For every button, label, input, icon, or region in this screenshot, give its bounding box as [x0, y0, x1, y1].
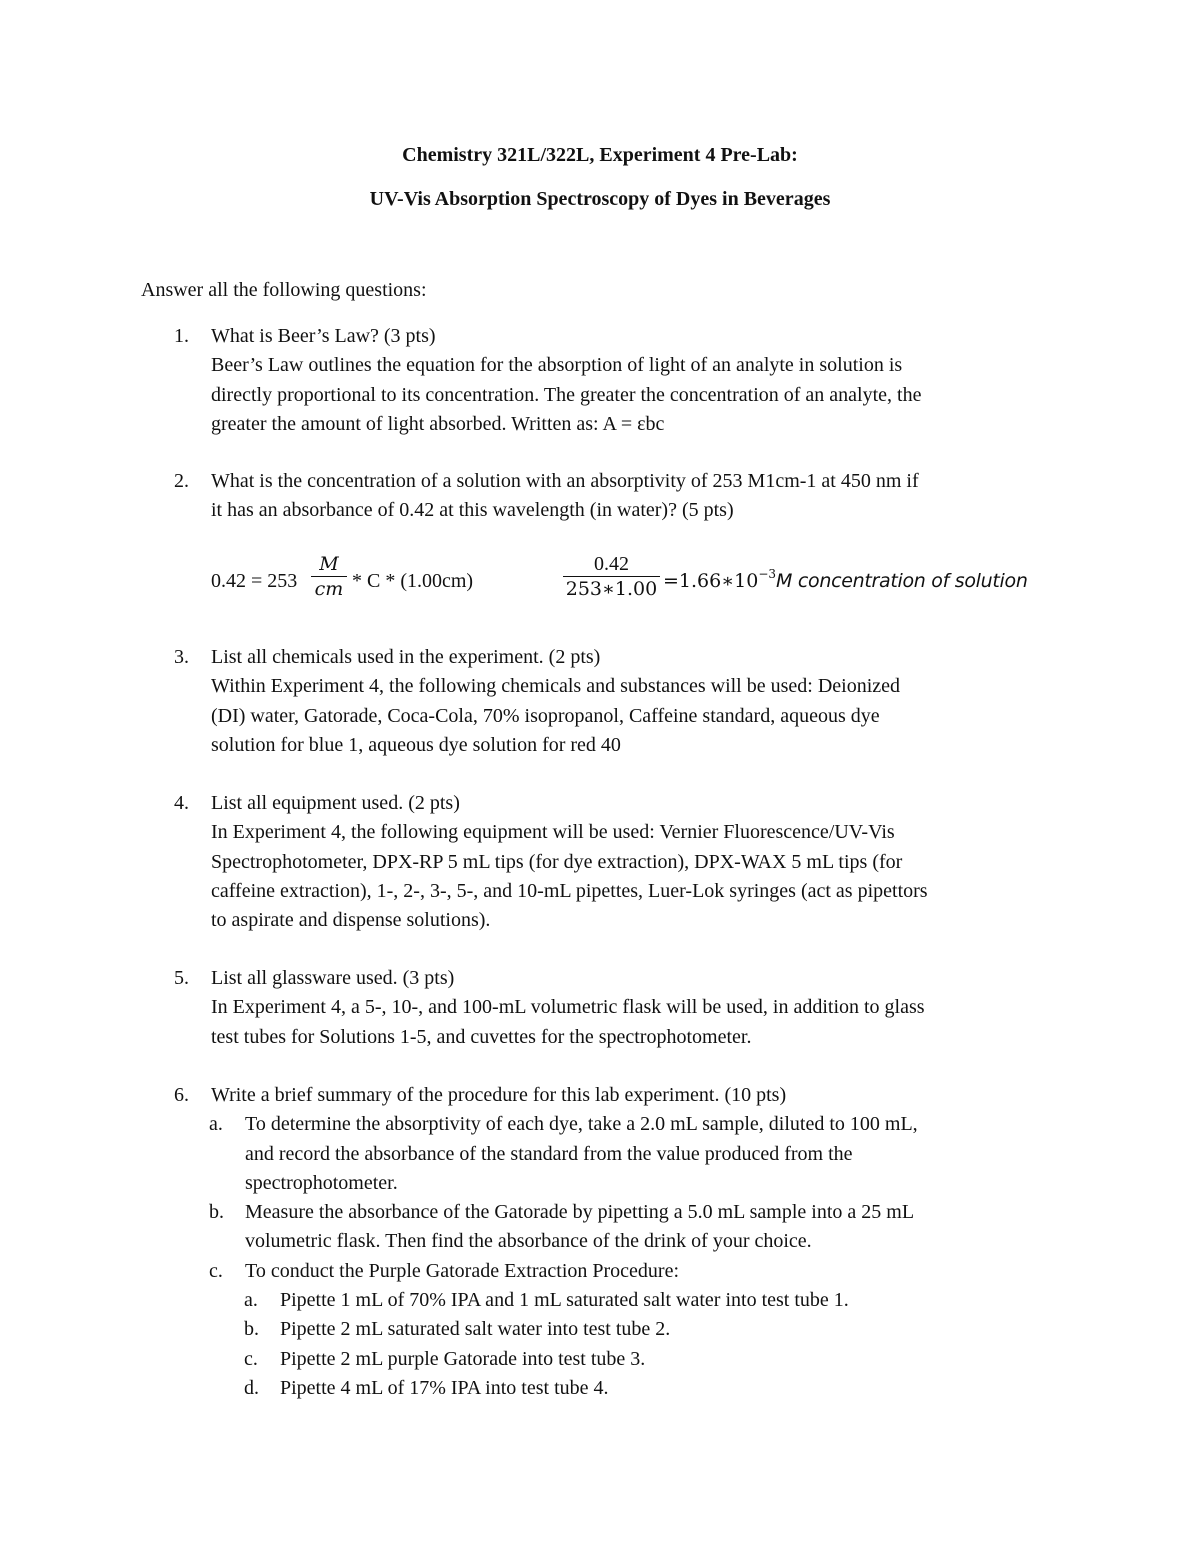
step-line: To conduct the Purple Gatorade Extraction Procedure:	[245, 1259, 680, 1282]
question-3	[174, 643, 1074, 760]
extraction-substep-a	[244, 1286, 1074, 1315]
question-number: 3.	[174, 646, 189, 668]
fraction-m-per-cm	[311, 553, 347, 600]
step-line: spectrophotometer.	[245, 1171, 398, 1194]
answer-line: Beer’s Law outlines the equation for the absorption of light of an analyte in solution is	[211, 354, 903, 377]
instructions: Answer all the following questions:	[141, 279, 427, 301]
answer-line: caffeine extraction), 1-, 2-, 3-, 5-, and 10-mL pipettes, Luer-Lok syringes (act as pipettors	[211, 879, 928, 902]
answer-line: Spectrophotometer, DPX-RP 5 mL tips (for dye extraction), DPX-WAX 5 mL tips (for	[211, 850, 903, 873]
answer-line: (DI) water, Gatorade, Coca-Cola, 70% isopropanol, Caffeine standard, aqueous dye	[211, 704, 880, 727]
procedure-step-c	[209, 1257, 1074, 1286]
substep-text: Pipette 1 mL of 70% IPA and 1 mL saturated salt water into test tube 1.	[280, 1289, 849, 1312]
procedure-step-b	[209, 1198, 1074, 1257]
answer-line: test tubes for Solutions 1-5, and cuvettes for the spectrophotometer.	[211, 1025, 752, 1048]
question-number: 1.	[174, 325, 189, 347]
answer-line: Within Experiment 4, the following chemicals and substances will be used: Deionized	[211, 675, 901, 698]
question-5	[174, 964, 1074, 1052]
extraction-substep-d	[244, 1374, 1074, 1403]
procedure-step-a	[209, 1110, 1074, 1198]
question-text: List all equipment used. (2 pts)	[211, 792, 460, 814]
answer-line: solution for blue 1, aqueous dye solution for red 40	[211, 733, 621, 756]
step-line: volumetric flask. Then find the absorbance of the drink of your choice.	[245, 1230, 812, 1253]
fraction-denominator: 253∗1.00	[565, 578, 658, 600]
answer-line: directly proportional to its concentration. The greater the concentration of an analyte, the	[211, 383, 922, 406]
formula-result	[663, 567, 1028, 592]
step-label: b.	[209, 1201, 224, 1224]
answer-line: greater the amount of light absorbed. Written as: A = εbc	[211, 412, 665, 435]
result-unit-text: M concentration of solution	[776, 570, 1028, 592]
question-number: 6.	[174, 1084, 189, 1106]
question-number: 2.	[174, 470, 189, 492]
page-subtitle: UV-Vis Absorption Spectroscopy of Dyes in Beverages	[369, 188, 831, 210]
substep-label: c.	[244, 1347, 258, 1370]
fraction-bar	[311, 576, 347, 577]
question-text: What is the concentration of a solution with an absorptivity of 253 M1cm-1 at 450 nm if	[211, 470, 919, 492]
step-label: c.	[209, 1259, 223, 1282]
answer-line: In Experiment 4, the following equipment will be used: Vernier Fluorescence/UV-Vis	[211, 821, 895, 844]
result-value: =1.66∗10	[663, 570, 759, 592]
substep-label: d.	[244, 1376, 259, 1399]
fraction-numerator: 0.42	[594, 553, 629, 575]
substep-text: Pipette 2 mL purple Gatorade into test tube 3.	[280, 1347, 646, 1370]
step-line: and record the absorbance of the standard from the value produced from the	[245, 1142, 853, 1165]
question-number: 5.	[174, 967, 189, 989]
question-number: 4.	[174, 792, 189, 814]
fraction-numerator: M	[319, 553, 339, 575]
formula-tail: * C * (1.00cm)	[352, 570, 474, 592]
question-4	[174, 789, 1074, 935]
step-label: a.	[209, 1113, 223, 1136]
question-text: Write a brief summary of the procedure for this lab experiment. (10 pts)	[211, 1084, 787, 1106]
substep-label: a.	[244, 1289, 258, 1312]
formula-lead: 0.42 = 253	[211, 570, 298, 592]
page-title: Chemistry 321L/322L, Experiment 4 Pre-Lab:	[402, 144, 798, 166]
question-text: What is Beer’s Law? (3 pts)	[211, 325, 436, 347]
answer-line: In Experiment 4, a 5-, 10-, and 100-mL volumetric flask will be used, in addition to glass	[211, 996, 925, 1019]
extraction-substep-b	[244, 1315, 1074, 1344]
substep-label: b.	[244, 1318, 259, 1341]
step-line: Measure the absorbance of the Gatorade by pipetting a 5.0 mL sample into a 25 mL	[245, 1201, 915, 1224]
fraction-calculation	[563, 553, 660, 600]
fraction-denominator: cm	[314, 578, 344, 600]
extraction-substep-c	[244, 1345, 1074, 1374]
question-text: List all chemicals used in the experiment. (2 pts)	[211, 646, 601, 668]
question-2	[174, 467, 1074, 526]
substep-text: Pipette 4 mL of 17% IPA into test tube 4.	[280, 1376, 609, 1399]
question-6	[174, 1081, 1074, 1403]
result-exponent: −3	[758, 567, 777, 581]
question-text: it has an absorbance of 0.42 at this wavelength (in water)? (5 pts)	[211, 499, 734, 522]
fraction-bar	[563, 576, 660, 577]
answer-line: to aspirate and dispense solutions).	[211, 909, 491, 932]
question-text: List all glassware used. (3 pts)	[211, 967, 455, 989]
substep-text: Pipette 2 mL saturated salt water into test tube 2.	[280, 1318, 671, 1341]
question-1	[174, 322, 1074, 439]
step-line: To determine the absorptivity of each dye, take a 2.0 mL sample, diluted to 100 mL,	[245, 1113, 918, 1136]
